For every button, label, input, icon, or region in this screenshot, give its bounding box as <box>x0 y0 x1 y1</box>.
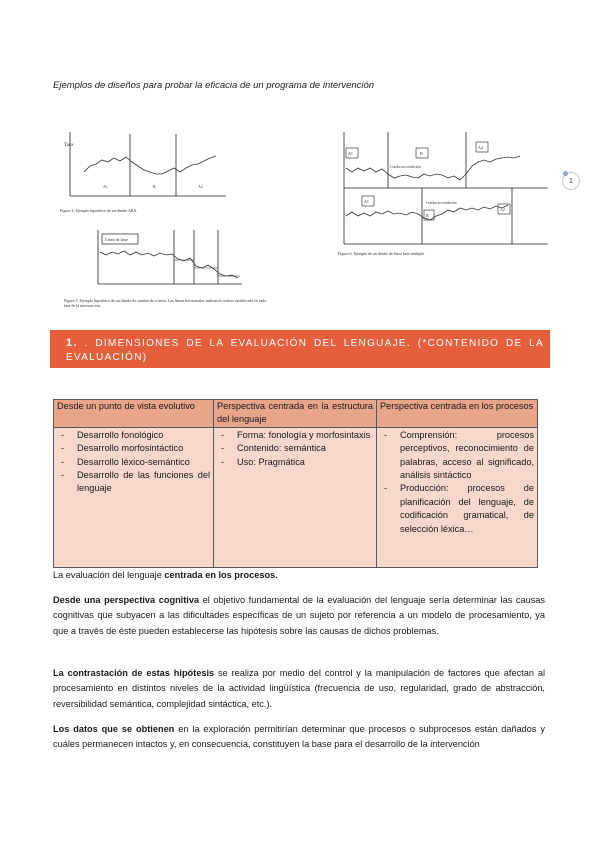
fig3-caption: Figura 6. Ejemplo de un diseño de línea base múltiple. <box>338 251 426 256</box>
list-item: - Desarrollo morfosintáctico <box>57 442 210 455</box>
fig3-label-a2-bottom: A2 <box>500 207 505 212</box>
paragraph-data <box>53 722 545 753</box>
list-item: - Producción: procesos de planificación del lenguaje, de codificación gramatical, de selección léxica… <box>380 482 534 536</box>
paragraph-data-bold: Los datos que se obtienen <box>53 724 175 734</box>
comment-marker-icon[interactable] <box>563 171 568 176</box>
section-header <box>50 330 550 368</box>
paragraph-cognitive <box>53 593 545 639</box>
figure-aba-design <box>58 128 228 218</box>
perspectives-table <box>53 399 538 568</box>
table-header-estructura: Perspectiva centrada en la estructura del lenguaje <box>214 400 377 428</box>
paragraph-intro-bold: centrada en los procesos. <box>164 570 278 580</box>
list-item: - Desarrollo léxico-semántico <box>57 456 210 469</box>
paragraph-hypotheses-text: se realiza por medio del control y la manipulación de factores que afectan al procesamiento en distintos niveles de la actividad lingüística (frecuencia de uso, regularidad, grado de abstracción, reversibilidad semántica, complejidad sintáctica, etc.). <box>53 668 545 709</box>
fig2-caption: Figura 5. Ejemplo hipotético de un diseño de cambio de criterio. Las líneas horizontales indican el criterio establecido en cada fase de la intervención. <box>64 298 267 308</box>
page-number-badge: 1 <box>562 172 580 190</box>
fig1-caption: Figura 4. Ejemplo hipotético de un diseño ABA. <box>60 208 138 213</box>
list-item: - Comprensión: procesos perceptivos, reconocimiento de palabras, acceso al significado, análisis sintáctico <box>380 429 534 483</box>
fig3-label-a1: A1 <box>348 151 353 156</box>
fig1-ylabel: Tasa <box>64 143 74 148</box>
document-subtitle: Ejemplos de diseños para probar la eficacia de un programa de intervención <box>53 80 375 91</box>
fig1-phase-a1: A1 <box>103 184 108 189</box>
table-cell-evolutivo <box>54 427 214 567</box>
table-header-procesos: Perspectiva centrada en los procesos <box>377 400 538 428</box>
list-item: - Contenido: semántica <box>217 442 373 455</box>
list-item: - Forma: fonología y morfosintaxis <box>217 429 373 442</box>
list-item: - Uso: Pragmática <box>217 456 373 469</box>
figure-multiple-baseline <box>338 128 548 256</box>
fig1-phase-b: B <box>153 184 156 189</box>
table-header-row <box>54 400 538 428</box>
section-number: 1. <box>66 337 78 349</box>
fig3-label-b-bottom: B <box>426 213 429 218</box>
paragraph-data-text: en la exploración permitirían determinar que procesos o subprocesos están dañados y cuáles permanecen intactos y, en consecuencia, constituyen la base para el desarrollo de la intervención <box>53 724 545 750</box>
fig2-phase-label: Línea de base <box>105 237 129 242</box>
section-title: . DIMENSIONES DE LA EVALUACIÓN DEL LENGUAJE. (*CONTENIDO DE LA EVALUACIÓN) <box>66 338 544 363</box>
fig3-bottom-label: Conducta condición <box>426 201 457 205</box>
table-cell-estructura <box>214 427 377 567</box>
figure-changing-criterion <box>62 228 267 308</box>
fig3-top-label: Conducta condición <box>390 165 421 169</box>
table-body-row <box>54 427 538 567</box>
list-item: - Desarrollo de las funciones del lenguaje <box>57 469 210 496</box>
table-header-evolutivo: Desde un punto de vista evolutivo <box>54 400 214 428</box>
table-cell-procesos <box>377 427 538 567</box>
paragraph-hypotheses <box>53 666 545 712</box>
fig1-phase-a2: A2 <box>198 184 203 189</box>
fig3-label-a2: A2 <box>478 145 483 150</box>
paragraph-hypotheses-bold: La contrastación de estas hipótesis <box>53 668 215 678</box>
fig3-label-b: B <box>420 151 423 156</box>
paragraph-intro <box>53 568 545 583</box>
paragraph-cognitive-bold: Desde una perspectiva cognitiva <box>53 595 200 605</box>
list-item: - Desarrollo fonológico <box>57 429 210 442</box>
paragraph-cognitive-text: el objetivo fundamental de la evaluación del lenguaje sería determinar las causas cognitivas que subyacen a las dificultades específicas de un sujeto por referencia a un modelo de procesamiento, ya que a través de éste pueden establecerse las hipótesis sobre las causas de dichos problemas. <box>53 595 545 636</box>
fig3-label-a1-bottom: A1 <box>364 199 369 204</box>
paragraph-intro-text: La evaluación del lenguaje <box>53 570 165 580</box>
